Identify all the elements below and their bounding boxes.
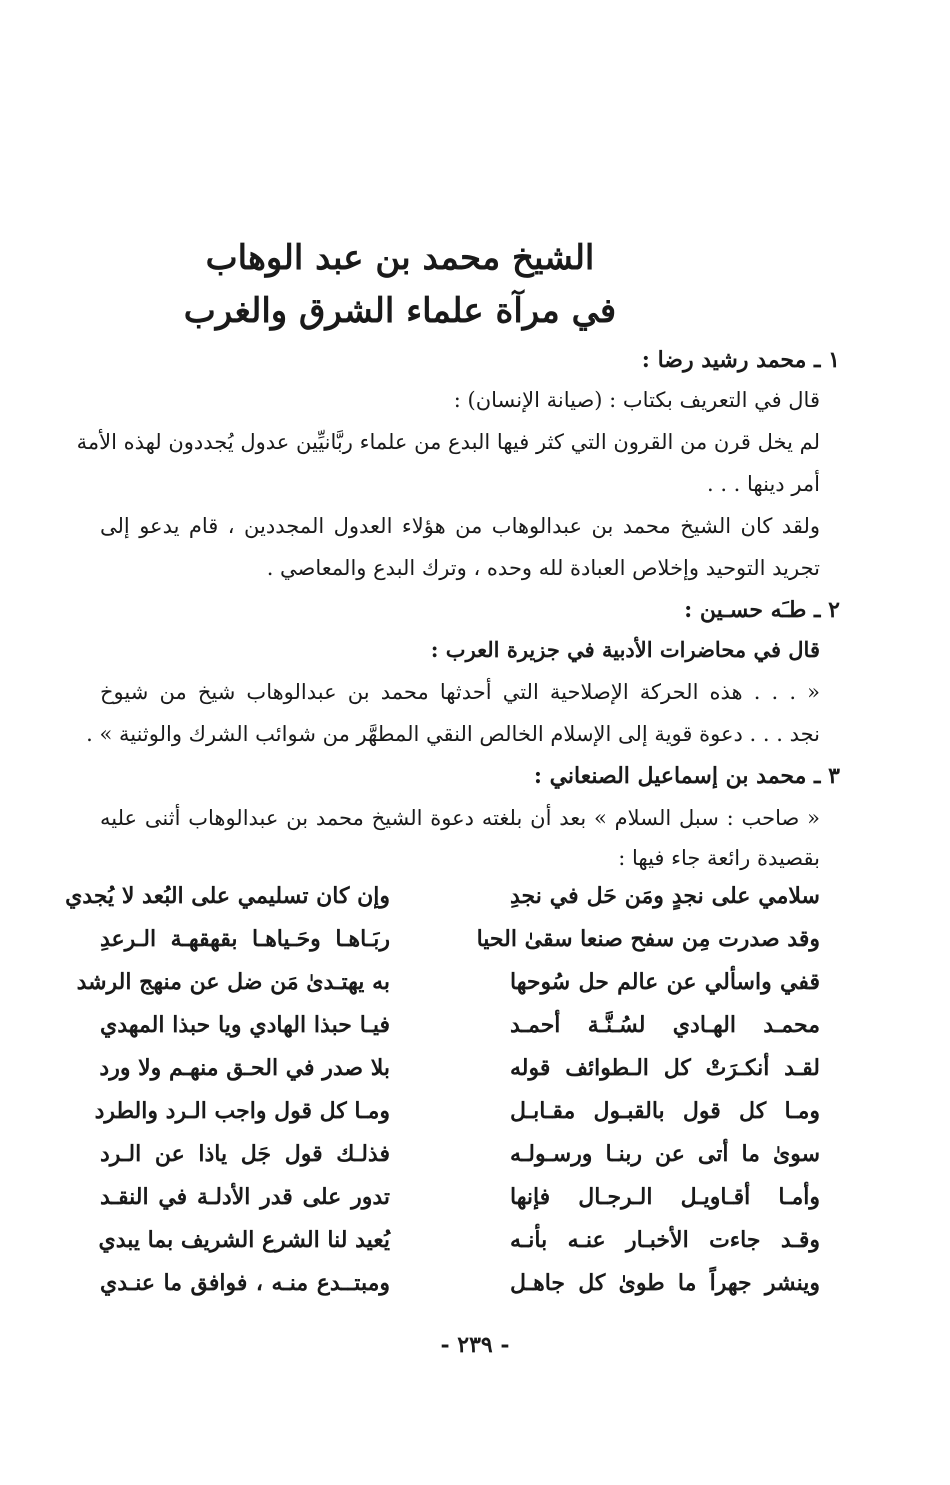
section-2-intro: قال في محاضرات الأدبية في جزيرة العرب : <box>430 637 820 662</box>
poem-verse-first-half: سوىٰ ما أتى عن ربنـا ورسـولـه <box>510 1141 820 1167</box>
section-1-line: لم يخل قرن من القرون التي كثر فيها البدع من علماء ربَّانيِّين عدول يُجددون لهذه الأمة <box>76 430 820 454</box>
poem-verse-second-half: ومبتــدع منـه ، فوافق ما عنـدي <box>100 1270 390 1296</box>
section-3-heading: ٣ ـ محمد بن إسماعيل الصنعاني : <box>533 763 840 789</box>
section-3-line: بقصيدة رائعة جاء فيها : <box>618 846 820 870</box>
section-1-heading: ١ ـ محمد رشيد رضا : <box>641 347 840 373</box>
section-3-line: « صاحب : سبل السلام » بعد أن بلغته دعوة الشيخ محمد بن عبدالوهاب أثنى عليه <box>100 806 820 830</box>
page-title-line-1: الشيخ محمد بن عبد الوهاب <box>205 238 595 278</box>
poem-verse-second-half: به يهتـدىٰ مَن ضل عن منهج الرشد <box>76 969 390 995</box>
poem-verse-second-half: فيـا حبذا الهادي ويا حبذا المهدي <box>100 1012 390 1038</box>
poem-verse-first-half: سلامي على نجدٍ ومَن حَل في نجدِ <box>510 883 820 909</box>
section-1-line: أمر دينها . . . <box>706 472 820 496</box>
poem-verse-first-half: وينشر جهراً ما طوىٰ كل جاهـل <box>510 1270 820 1296</box>
section-1-line: تجريد التوحيد وإخلاص العبادة لله وحده ، وترك البدع والمعاصي . <box>266 556 820 580</box>
poem-verse-first-half: لقـد أنكـرَتْ كل الـطوائف قوله <box>510 1055 820 1081</box>
page-title-line-2: في مرآة علماء الشرق والغرب <box>183 291 617 331</box>
poem-verse-second-half: ومـا كل قول واجب الـرد والطرد <box>94 1098 390 1124</box>
section-1-intro: قال في التعريف بكتاب : (صيانة الإنسان) : <box>453 388 820 412</box>
section-1-line: ولقد كان الشيخ محمد بن عبدالوهاب من هؤلاء العدول المجددين ، قام يدعو إلى <box>100 514 820 538</box>
section-2-line: « . . . هذه الحركة الإصلاحية التي أحدثها محمد بن عبدالوهاب شيخ من شيوخ <box>100 680 820 704</box>
poem-verse-first-half: محمـد الهـادي لسُـنَّـة أحمـد <box>510 1012 820 1038</box>
poem-verse-first-half: وقـد جاءت الأخبـار عنـه بأنـه <box>510 1227 820 1253</box>
poem-verse-second-half: ربَـاهـا وحَـياهـا بقهقهـة الـرعدِ <box>100 926 390 952</box>
page-number: - ٢٣٩ - <box>440 1332 510 1358</box>
poem-verse-first-half: وأمـا أقـاويـل الـرجـال فإنها <box>510 1184 820 1210</box>
poem-verse-second-half: بلا صدر في الحـق منهـم ولا ورد <box>99 1055 390 1081</box>
section-2-line: نجد . . . دعوة قوية إلى الإسلام الخالص النقي المطهَّر من شوائب الشرك والوثنية » . <box>86 722 820 746</box>
section-2-heading: ٢ ـ طـَه حسـين : <box>684 597 840 623</box>
poem-verse-second-half: تدور على قدر الأدلـة في النقـد <box>100 1184 390 1210</box>
poem-verse-first-half: قفي واسألي عن عالم حل سُوحها <box>510 969 820 995</box>
poem-verse-first-half: ومـا كل قول بالقبـول مقـابـل <box>510 1098 820 1124</box>
poem-verse-first-half: وقد صدرت مِن سفح صنعا سقىٰ الحيا <box>476 926 820 952</box>
poem-verse-second-half: وإن كان تسليمي على البُعد لا يُجدي <box>65 883 390 909</box>
poem-verse-second-half: فذلـك قول جَل ياذا عن الـرد <box>100 1141 390 1167</box>
poem-verse-second-half: يُعيد لنا الشرع الشريف بما يبدي <box>98 1227 390 1253</box>
